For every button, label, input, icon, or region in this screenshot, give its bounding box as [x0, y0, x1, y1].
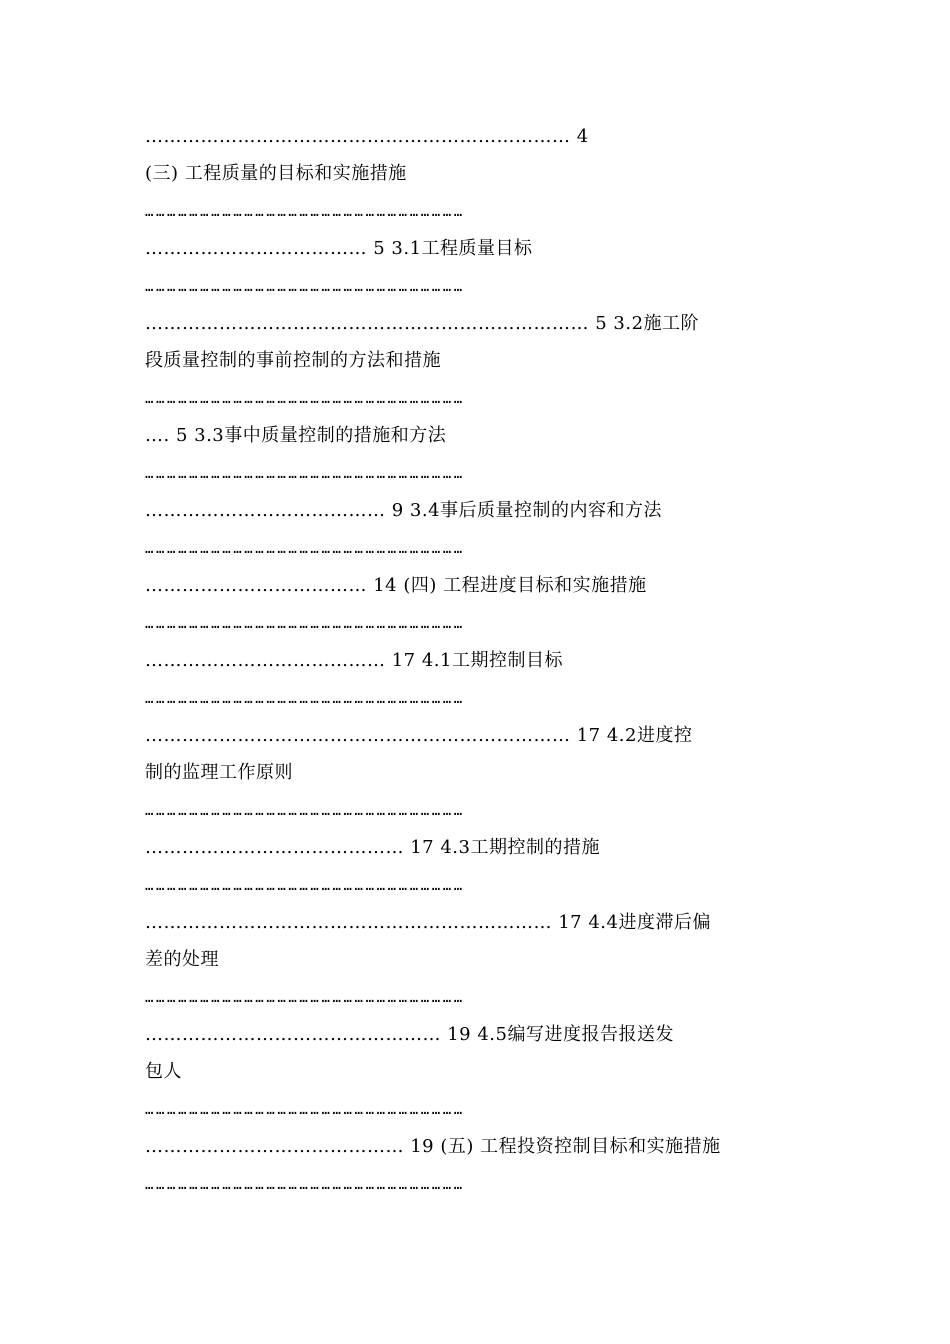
toc-line: ……………………………………………………………………………: [145, 1177, 465, 1193]
toc-line: 段质量控制的事前控制的方法和措施: [145, 350, 441, 371]
toc-line: ………………………………… 17 4.1工期控制目标: [145, 650, 563, 671]
toc-line: ……………………………………………………………………………: [145, 616, 465, 632]
toc-line: ………………………………………… 19 4.5编写进度报告报送发: [145, 1024, 674, 1045]
toc-line: ……………………………………………………………………………: [145, 466, 465, 482]
toc-line: ……………………………… 5 3.1工程质量目标: [145, 238, 533, 259]
toc-line: ……………………………………………………………………………: [145, 878, 465, 894]
toc-line: ………………………………………………………… 17 4.4进度滞后偏: [145, 912, 711, 933]
toc-line: 制的监理工作原则: [145, 762, 293, 783]
toc-line: ……………………………………………………………… 5 3.2施工阶: [145, 313, 700, 334]
toc-line: …………………………………………………………… 17 4.2进度控: [145, 725, 693, 746]
toc-line: 差的处理: [145, 949, 219, 970]
toc-line: …. 5 3.3事中质量控制的措施和方法: [145, 425, 447, 446]
toc-line: ……………………………………………………………………………: [145, 691, 465, 707]
toc-line: …………………………………… 17 4.3工期控制的措施: [145, 837, 600, 858]
toc-line: 包人: [145, 1061, 182, 1082]
toc-line: ……………………………………………………………………………: [145, 990, 465, 1006]
toc-line: ……………………………………………………………………………: [145, 541, 465, 557]
toc-line: ……………………………………………………………………………: [145, 1102, 465, 1118]
toc-line: ……………………………… 14 (四) 工程进度目标和实施措施: [145, 575, 647, 596]
toc-line: ……………………………………………………………………………: [145, 803, 465, 819]
toc-line: ……………………………………………………………………………: [145, 279, 465, 295]
toc-line: ………………………………… 9 3.4事后质量控制的内容和方法: [145, 500, 663, 521]
toc-line: …………………………………… 19 (五) 工程投资控制目标和实施措施: [145, 1136, 721, 1157]
toc-line: ……………………………………………………………………………: [145, 391, 465, 407]
toc-line: ……………………………………………………………………………: [145, 204, 465, 220]
toc-line: (三) 工程质量的目标和实施措施: [145, 163, 407, 184]
toc-line: …………………………………………………………… 4: [145, 126, 589, 147]
